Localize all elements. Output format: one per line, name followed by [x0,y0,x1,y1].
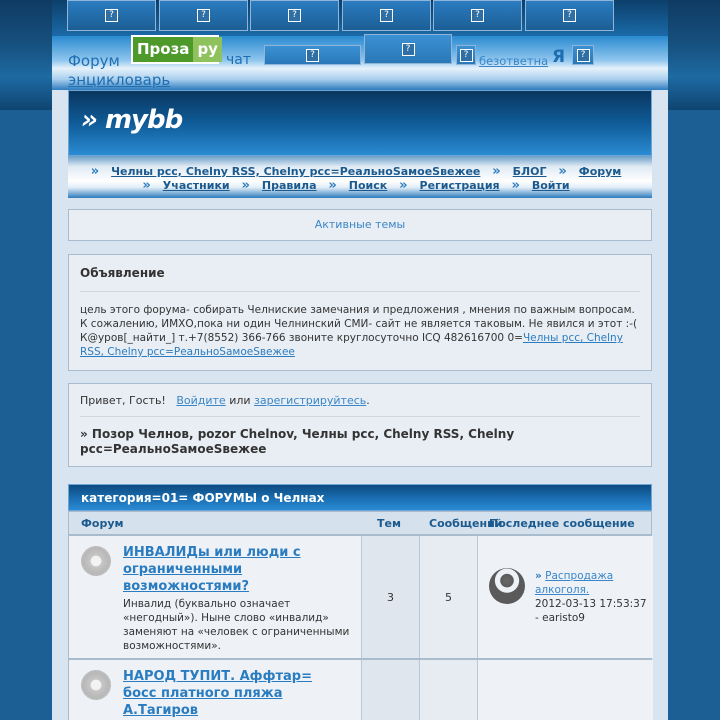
active-topics-box [68,209,652,241]
nav-forum-link[interactable]: Форум [578,165,622,178]
top-button-1[interactable] [67,0,156,31]
broken-image-icon: ? [197,9,210,22]
chevron-icon: » [535,570,542,582]
top-button-5[interactable] [433,0,522,31]
chevron-icon: » [558,164,567,179]
forum-info-cell [69,660,361,720]
nav-login-link[interactable]: Войти [531,179,570,192]
last-post-link[interactable]: Распродажа алкоголя. [535,570,614,596]
col-forum: Форум [81,517,124,530]
posts-count: 5 [445,591,452,604]
last-post-cell [477,536,653,658]
announcement-box [68,254,652,371]
topics-cell [361,536,419,658]
forum-row [68,659,652,720]
breadcrumb: » Позор Челнов, pozor Chelnov, Челны рсс, Chelny RSS, Chelny pcc=РеальноSамоеSвежее [80,427,515,456]
nav-button-3[interactable] [456,45,476,65]
chevron-icon: » [511,178,520,193]
nav-button-2[interactable] [364,34,452,64]
posts-cell [419,536,477,658]
nav-members-link[interactable]: Участники [162,179,230,192]
broken-image-icon: ? [563,9,576,22]
col-last-post: Последнее сообщение [489,517,635,530]
top-bar [52,0,668,36]
nav-blog-link[interactable]: БЛОГ [512,165,547,178]
prozaru-logo[interactable] [131,35,219,64]
chevron-icon: » [399,178,408,193]
last-post [535,569,653,625]
active-topics-link[interactable]: Активные темы [314,218,406,231]
chevron-icon: » [492,164,501,179]
forum-header [68,90,652,156]
forum-status-icon [81,546,111,576]
posts-cell [419,660,477,720]
nav-button-1[interactable] [264,45,361,65]
ya-link[interactable]: Я [552,47,566,67]
forum-link[interactable]: Форум [68,52,120,70]
last-post-cell [477,660,653,720]
broken-image-icon: ? [471,9,484,22]
unanswered-link[interactable]: безответна [479,54,549,68]
user-avatar-icon[interactable] [489,568,525,604]
chevron-icon: » [241,178,250,193]
greeting-dot: . [366,394,370,407]
topics-cell [361,660,419,720]
broken-image-icon: ? [105,9,118,22]
broken-image-icon: ? [306,49,319,62]
main-navigation [68,156,652,198]
register-link[interactable]: зарегистрируйтесь [254,394,367,407]
nav-home-link[interactable]: Челны рсс, Chelny RSS, Chelny pcc=РеальноSамоеSвежее [111,165,481,178]
nav-button-4[interactable] [572,45,594,65]
announcement-text [80,303,640,359]
broken-image-icon: ? [288,9,301,22]
forum-description: Инвалид (буквально означает «негодный»). Ныне слово «инвалид» заменяют на «человек с ограниченными возможностями». [123,598,350,652]
mybb-logo[interactable]: » mybb [81,105,183,135]
nav-rules-link[interactable]: Правила [261,179,317,192]
forum-title-link[interactable]: ИНВАЛИДы или люди с ограниченными возможностями? [123,545,301,594]
announcement-body: цель этого форума- собирать Челниские замечания и предложения , мнения по важным вопросам. К сожалению, ИМХО,пока ни один Челнинский СМИ- сайт не является таковым. Не явился и этот :-( К@уров[_найти_] т.+7(8552) 366-766 звоните круглосуточно ICQ 482616700 0= [80,304,638,344]
category-title[interactable]: категория=01= ФОРУМЫ о Челнах [68,484,652,511]
broken-image-icon: ? [577,49,590,62]
forum-status-icon [81,670,111,700]
column-headers [68,511,652,535]
broken-image-icon: ? [380,9,393,22]
greeting-or: или [229,394,251,407]
broken-image-icon: ? [460,49,473,62]
top-button-2[interactable] [159,0,248,31]
chevron-icon: » [328,178,337,193]
forum-row [68,535,652,659]
prozaru-logo-right: ру [193,37,222,62]
col-topics: Тем [377,517,401,530]
announcement-link[interactable]: Челны рсс, Chelny RSS, Chelny pcc=РеальноSамоеSвежее [80,332,623,358]
nav-register-link[interactable]: Регистрация [419,179,500,192]
encyclopedia-link[interactable]: энцикловарь [68,71,171,89]
login-link[interactable]: Войдите [176,394,226,407]
greeting-box [68,383,652,467]
top-button-6[interactable] [525,0,614,31]
forum-info-cell [69,536,361,658]
greeting-line [80,394,640,417]
last-post-date: 2012-03-13 17:53:37 - earisto9 [535,598,647,624]
nav-search-link[interactable]: Поиск [348,179,388,192]
topics-count: 3 [387,591,394,604]
chevron-icon: » [142,178,151,193]
greeting-text: Привет, Гость! [80,394,166,407]
forum-title-link[interactable]: НАРОД ТУПИТ. Аффтар= босс платного пляжа А.Тагиров [123,669,312,718]
announcement-title: Объявление [80,266,640,292]
broken-image-icon: ? [402,43,415,56]
prozaru-logo-left: Проза [133,37,193,62]
main-nav-row-2 [68,179,652,193]
main-nav-row-1 [68,165,652,179]
chevron-icon: » [90,164,100,179]
top-button-3[interactable] [250,0,339,31]
chat-link[interactable]: чат [226,52,252,68]
top-button-4[interactable] [342,0,431,31]
col-posts: Сообщений [429,517,503,530]
